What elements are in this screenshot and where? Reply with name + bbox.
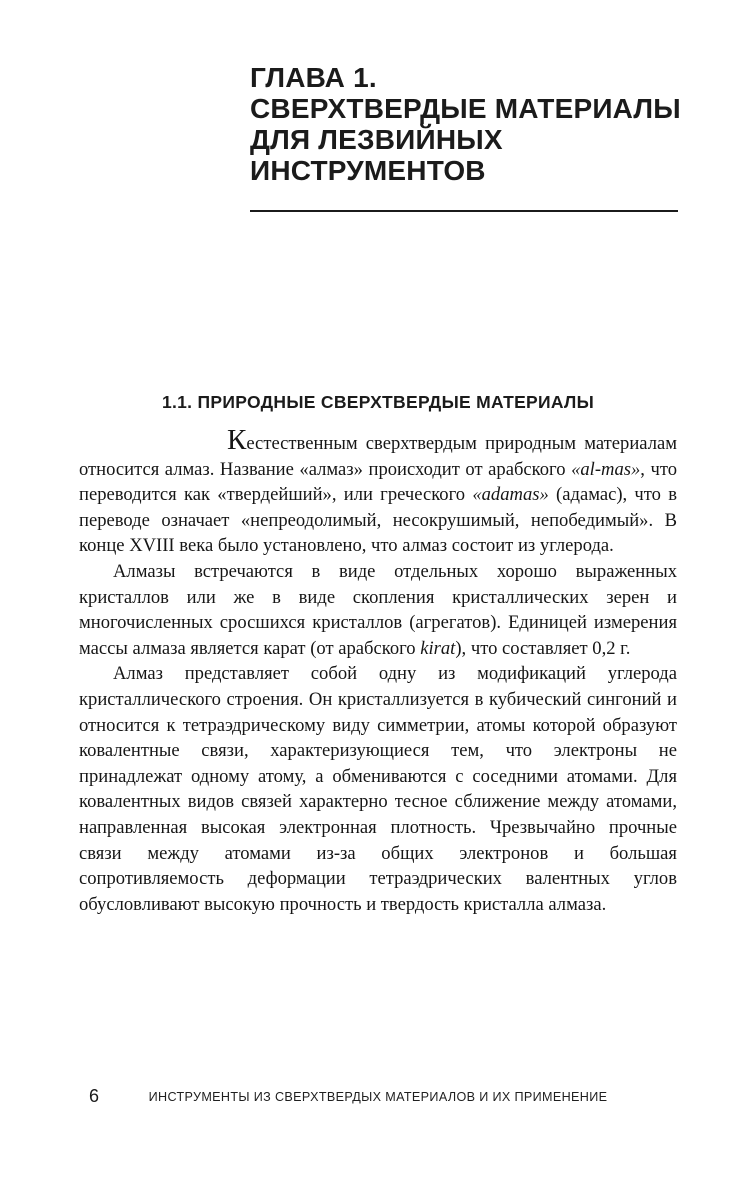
chapter-heading-line-1: ГЛАВА 1. bbox=[250, 62, 377, 93]
paragraph-1-text-b: , что переводится как «твердейший», или греческого bbox=[79, 458, 678, 506]
chapter-heading-line-4: ИНСТРУМЕНТОВ bbox=[250, 155, 486, 186]
chapter-heading-line-3: ДЛЯ ЛЕЗВИЙНЫХ bbox=[250, 124, 503, 155]
paragraph-2 bbox=[79, 559, 677, 661]
chapter-divider-rule bbox=[250, 210, 678, 212]
page-number: 6 bbox=[89, 1086, 100, 1106]
paragraph-1-text-a: естественным сверхтвердым природным материалам относится алмаз. Название «алмаз» происходит от арабского bbox=[79, 433, 677, 480]
paragraph-2-text-b: ), что составляет 0,2 г. bbox=[455, 637, 631, 659]
drop-cap: К bbox=[227, 424, 247, 456]
section-heading: 1.1. ПРИРОДНЫЕ СВЕРХТВЕРДЫЕ МАТЕРИАЛЫ bbox=[161, 392, 595, 412]
paragraph-3: Алмаз представляет собой одну из модификаций углерода кристаллического строения. Он кристаллизуется в кубический сингоний и относится к тетраэдрическому виду симметрии, атомы которой образуют ковалентные связи, характеризующиеся тем, что электроны не принадлежат одному атому, а обмениваются с соседними атомами. Для ковалентных видов связей характерно тесное сближение между атомами, направленная высокая электронная плотность. Чрезвычайно прочные связи между атомами из-за общих электронов и большая сопротивляемость деформации тетраэдрических валентных углов обусловливают высокую прочность и твердость кристалла алмаза. bbox=[79, 663, 677, 915]
paragraph-1 bbox=[79, 424, 678, 559]
running-title: ИНСТРУМЕНТЫ ИЗ СВЕРХТВЕРДЫХ МАТЕРИАЛОВ И ИХ ПРИМЕНЕНИЕ bbox=[148, 1090, 608, 1104]
paragraph-2-text-a: Алмазы встречаются в виде отдельных хорошо выраженных кристаллов или же в виде скопления кристаллических зерен и многочисленных сросшихся кристаллов (агрегатов). Единицей измерения массы алмаза является карат (от арабского bbox=[79, 560, 677, 659]
paragraph-1-italic-al-mas: «al-mas» bbox=[571, 458, 641, 480]
chapter-heading-line-2: СВЕРХТВЕРДЫЕ МАТЕРИАЛЫ bbox=[250, 93, 681, 124]
paragraph-1-italic-adamas: «adamas» bbox=[472, 484, 549, 506]
chapter-heading bbox=[250, 62, 680, 186]
page-footer bbox=[79, 1086, 677, 1108]
paragraph-1-text-c: (адамас), что в переводе означает «непреодолимый, несокрушимый, непобедимый». В конце XVIII века было установлено, что алмаз состоит из углерода. bbox=[79, 484, 677, 557]
body-text-column bbox=[79, 424, 678, 917]
paragraph-2-italic-kirat: kirat bbox=[420, 637, 456, 659]
